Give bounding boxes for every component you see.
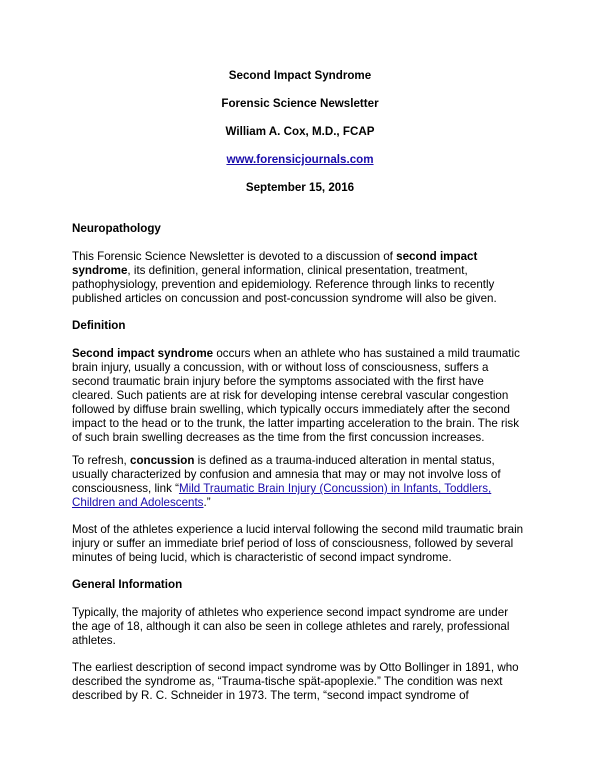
- text-line: described by R. C. Schneider in 1973. The term, “second impact syndrome of: [72, 689, 469, 702]
- bold-term: Second impact syndrome: [72, 347, 214, 360]
- text-line: pathophysiology, prevention and epidemiology. Reference through links to recently: [72, 278, 495, 291]
- text-line: [72, 250, 528, 264]
- text-line: published articles on concussion and post-concussion syndrome will also be given.: [72, 292, 497, 305]
- text-line: [72, 347, 528, 361]
- text-line: athletes.: [72, 634, 116, 647]
- neuropathology-paragraph: [72, 250, 528, 306]
- definition-paragraph-2: [72, 454, 528, 510]
- text-run: is defined as a trauma-induced alteration in mental status,: [194, 454, 495, 467]
- general-paragraph-1: [72, 606, 528, 648]
- text-line: usually characterized by confusion and amnesia that may or may not involve loss of: [72, 468, 501, 481]
- text-run: occurs when an athlete who has sustained a mild traumatic: [213, 347, 520, 360]
- text-line: of such brain swelling decreases as the time from the first concussion increases.: [72, 431, 485, 444]
- text-line: Most of the athletes experience a lucid interval following the second mild traumatic brain: [72, 523, 524, 536]
- text-line: [72, 264, 528, 278]
- text-line: [72, 482, 528, 496]
- text-line: [72, 454, 528, 468]
- text-line: Typically, the majority of athletes who experience second impact syndrome are under: [72, 606, 509, 619]
- text-line: followed by diffuse brain swelling, which typically occurs immediately after the second: [72, 403, 510, 416]
- text-run: , its definition, general information, clinical presentation, treatment,: [127, 264, 468, 277]
- text-line: The earliest description of second impact syndrome was by Otto Bollinger in 1891, who: [72, 661, 519, 674]
- heading-definition: Definition: [72, 319, 126, 332]
- newsletter-name: Forensic Science Newsletter: [221, 97, 379, 110]
- general-paragraph-2: [72, 661, 528, 703]
- text-line: the age of 18, although it can also be seen in college athletes and rarely, professional: [72, 620, 510, 633]
- text-line: injury or suffer an immediate brief period of loss of consciousness, followed by several: [72, 537, 514, 550]
- text-run: To refresh,: [72, 454, 130, 467]
- text-run: .”: [203, 496, 211, 509]
- text-line: brain injury, usually a concussion, with or without loss of consciousness, suffers a: [72, 361, 489, 374]
- concussion-article-link-cont[interactable]: Children and Adolescents: [72, 496, 204, 509]
- text-run: consciousness, link “: [72, 482, 179, 495]
- bold-term: concussion: [130, 454, 195, 467]
- author-name: William A. Cox, M.D., FCAP: [225, 125, 375, 138]
- publication-date: September 15, 2016: [245, 181, 355, 194]
- heading-general-information: General Information: [72, 578, 183, 591]
- website-link[interactable]: www.forensicjournals.com: [226, 153, 374, 166]
- definition-paragraph-1: [72, 347, 528, 445]
- text-line: described the syndrome as, “Trauma-tische spät-apoplexie.” The condition was next: [72, 675, 503, 688]
- heading-neuropathology: Neuropathology: [72, 222, 161, 235]
- concussion-article-link[interactable]: Mild Traumatic Brain Injury (Concussion) in Infants, Toddlers,: [178, 482, 492, 495]
- text-line: cleared. Such patients are at risk for developing intense cerebral vascular congestion: [72, 389, 509, 402]
- text-line: minutes of being lucid, which is characteristic of second impact syndrome.: [72, 551, 452, 564]
- bold-term: second impact: [396, 250, 478, 263]
- website-line: [0, 153, 600, 167]
- text-line: [72, 496, 528, 510]
- definition-paragraph-3: [72, 523, 528, 565]
- document-title: Second Impact Syndrome: [228, 69, 372, 82]
- bold-term: syndrome: [72, 264, 128, 277]
- text-run: This Forensic Science Newsletter is devoted to a discussion of: [72, 250, 397, 263]
- text-line: impact to the head or to the trunk, the latter imparting acceleration to the brain. The risk: [72, 417, 520, 430]
- text-line: second traumatic brain injury before the symptoms associated with the first have: [72, 375, 484, 388]
